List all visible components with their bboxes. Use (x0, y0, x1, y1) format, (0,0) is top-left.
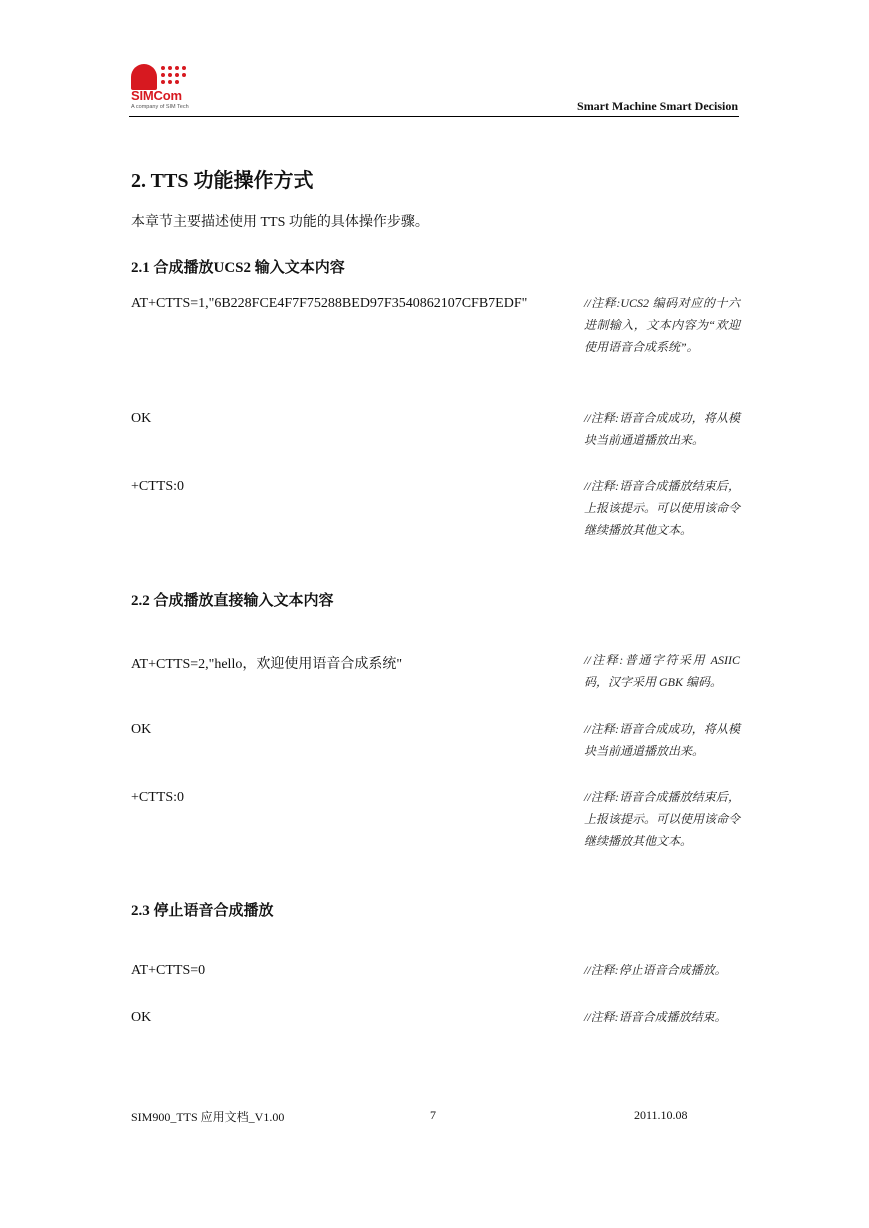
subsection-title-2-3: 2.3 停止语音合成播放 (131, 903, 274, 919)
command-line: OK (131, 411, 152, 426)
footer-page-number: 7 (430, 1108, 436, 1122)
section-title: 2. TTS 功能操作方式 (131, 170, 314, 192)
logo-tagline: A company of SIM Tech (131, 104, 189, 110)
command-line: +CTTS:0 (131, 479, 185, 494)
logo-dots-icon (161, 66, 189, 90)
logo-text: SIMCom (131, 88, 182, 103)
subsection-title-2-2: 2.2 合成播放直接输入文本内容 (131, 593, 334, 609)
header-tagline: Smart Machine Smart Decision (577, 99, 738, 113)
command-note: //注释:语音合成成功，将从模块当前通道播放出来。 (584, 411, 740, 447)
command-note: //注释:语音合成播放结束。 (584, 1010, 727, 1024)
command-note: //注释:停止语音合成播放。 (584, 963, 727, 977)
command-line: OK (131, 1010, 152, 1025)
logo-mark-icon (131, 64, 157, 90)
command-note: //注释:语音合成播放结束后，上报该提示。可以使用该命令继续播放其他文本。 (584, 790, 741, 848)
footer-date: 2011.10.08 (634, 1108, 688, 1122)
section-intro: 本章节主要描述使用 TTS 功能的具体操作步骤。 (131, 215, 429, 230)
command-note: //注释:普通字符采用 ASIIC 码，汉字采用 GBK 编码。 (584, 653, 740, 689)
footer-doc-name: SIM900_TTS 应用文档_V1.00 (131, 1110, 285, 1124)
command-line: AT+CTTS=0 (131, 963, 206, 978)
command-line: AT+CTTS=1,"6B228FCE4F7F75288BED97F3540862107CFB7EDF" (131, 296, 528, 311)
command-line: +CTTS:0 (131, 790, 185, 805)
command-line: AT+CTTS=2,"hello，欢迎使用语音合成系统" (131, 657, 403, 672)
subsection-title-2-1: 2.1 合成播放UCS2 输入文本内容 (131, 260, 345, 276)
header-divider (129, 116, 739, 117)
command-note: //注释:语音合成播放结束后，上报该提示。可以使用该命令继续播放其他文本。 (584, 479, 741, 537)
command-line: OK (131, 722, 152, 737)
simcom-logo (131, 62, 193, 112)
command-note: //注释:UCS2 编码对应的十六进制输入，文本内容为“欢迎使用语音合成系统”。 (584, 296, 740, 354)
command-note: //注释:语音合成成功，将从模块当前通道播放出来。 (584, 722, 740, 758)
